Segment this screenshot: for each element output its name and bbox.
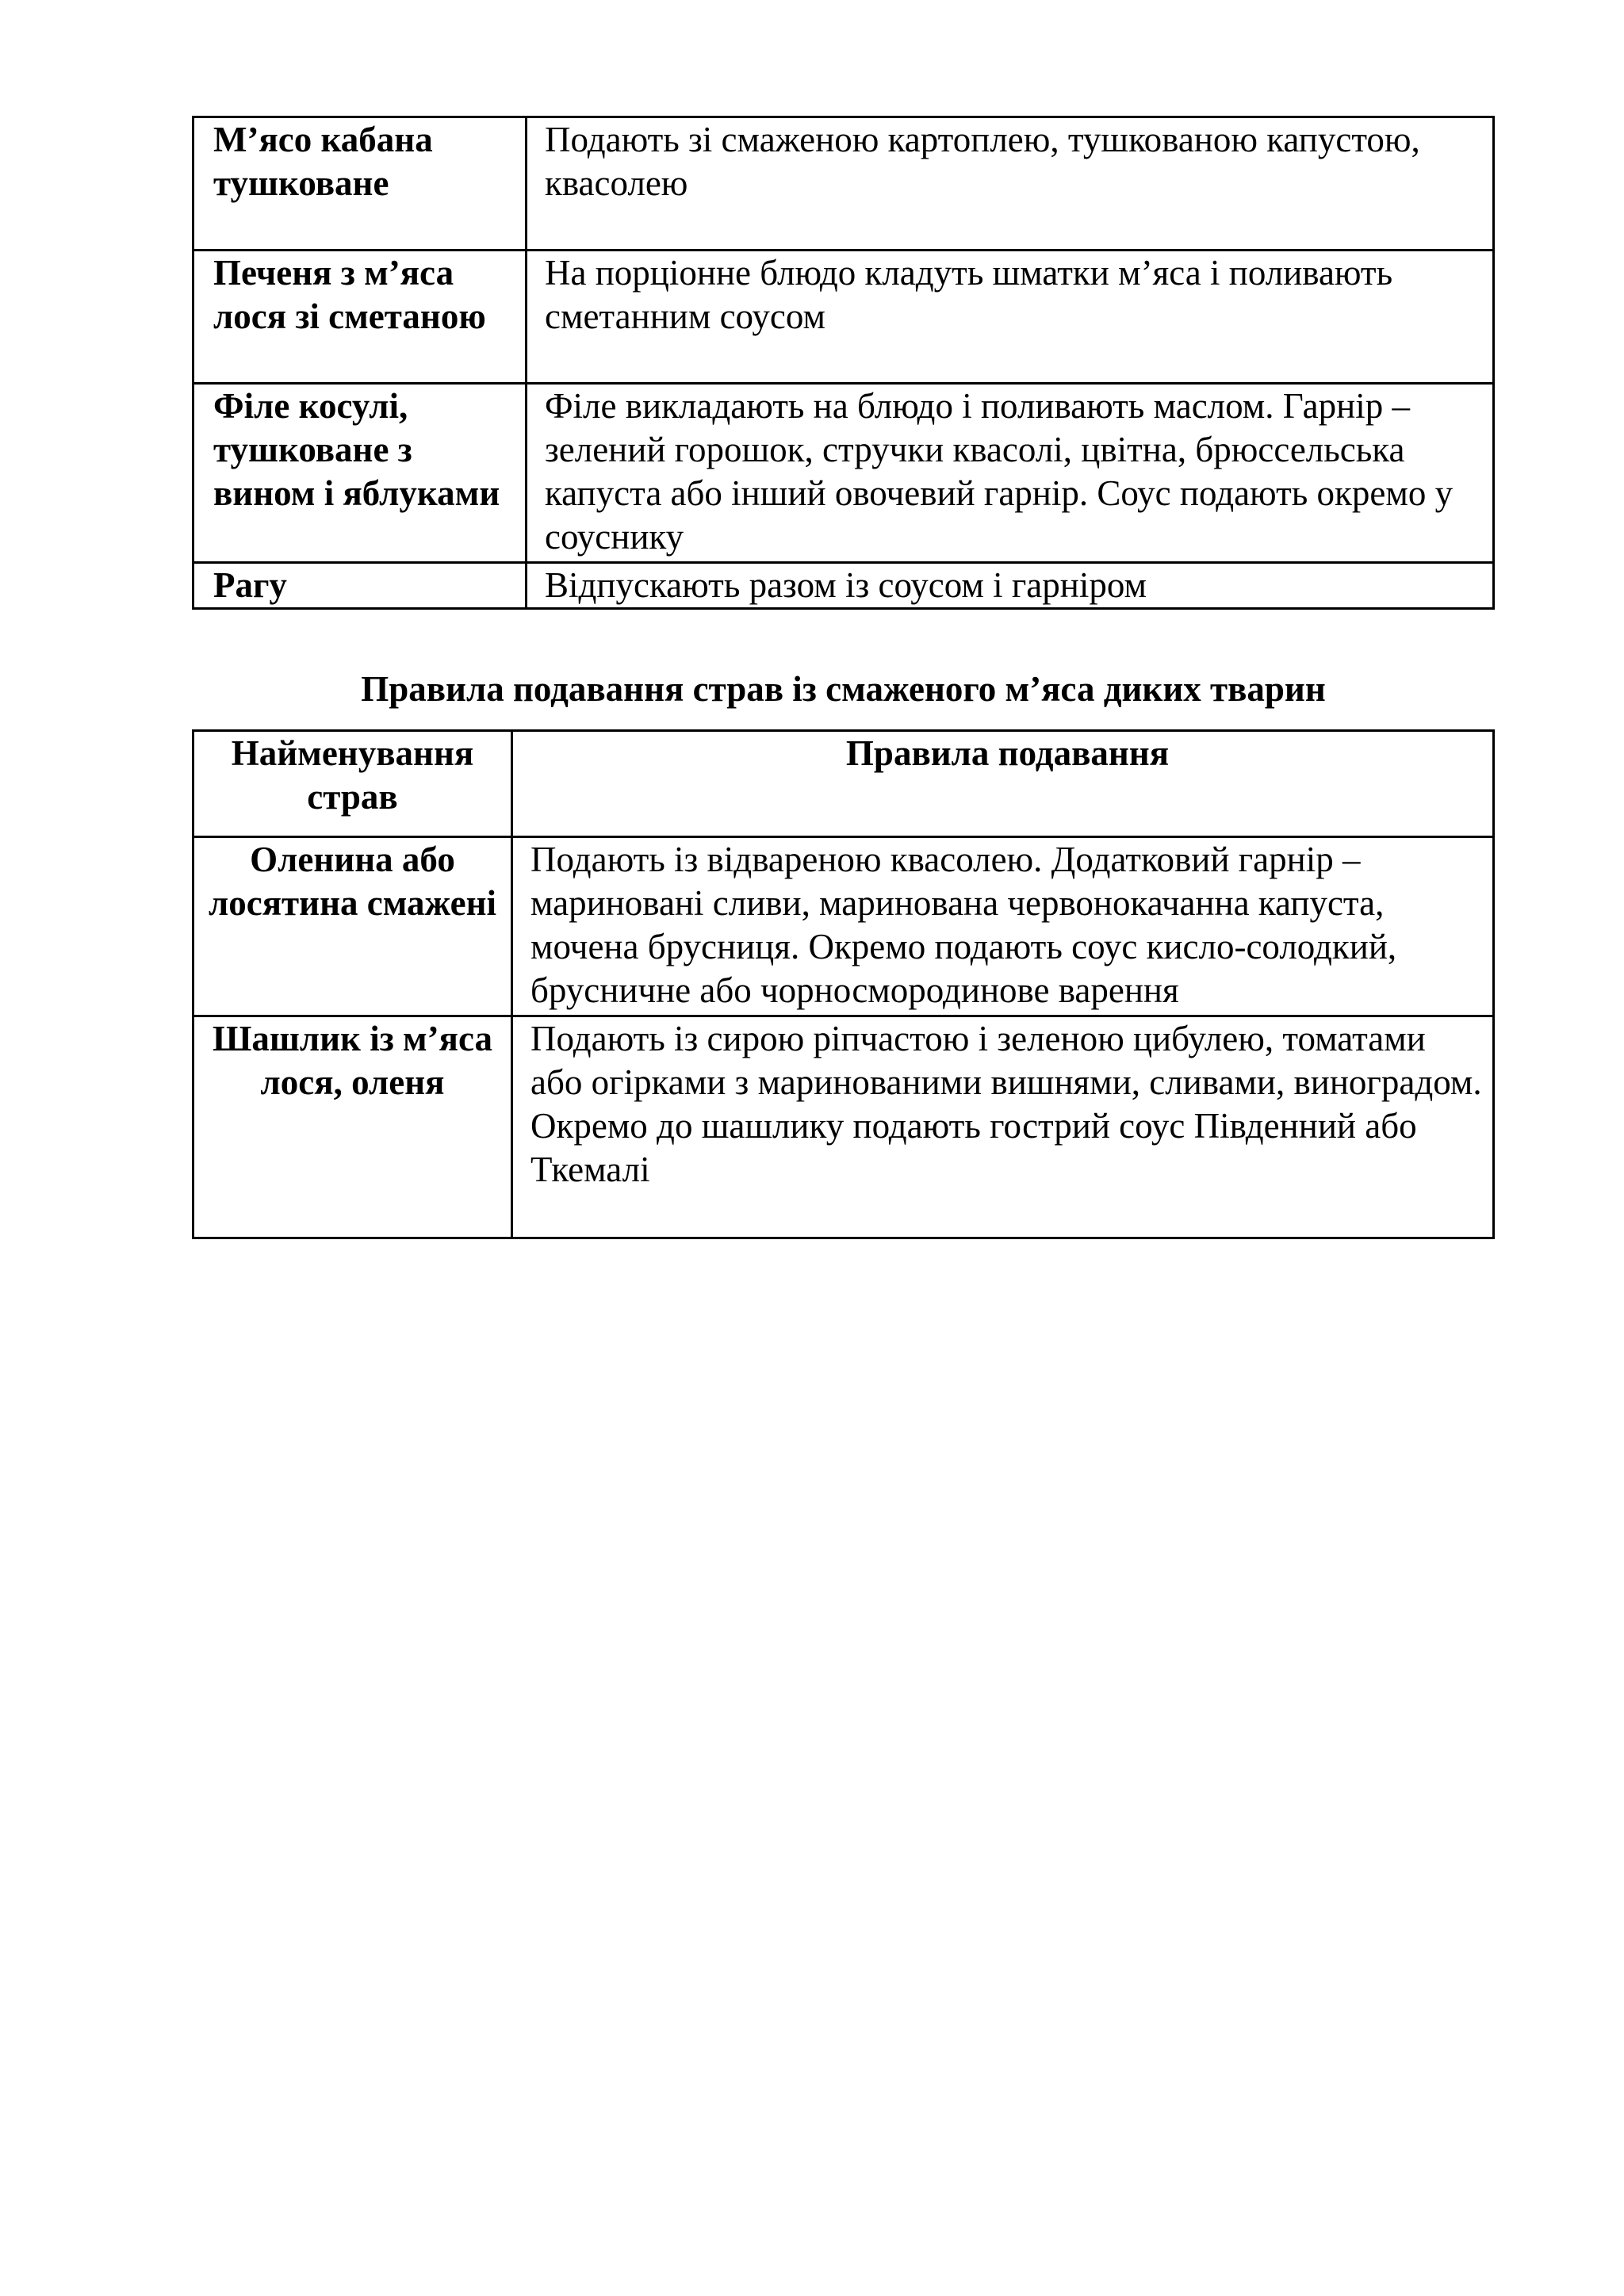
- dish-name-cell: [193, 1016, 512, 1238]
- table-row: [193, 563, 1494, 609]
- serving-table-stewed: [192, 116, 1495, 610]
- dish-name: Філе косулі, тушковане з вином і яблуками: [213, 386, 500, 513]
- dish-name: Рагу: [213, 565, 287, 605]
- dish-name: М’ясо кабана тушковане: [213, 120, 433, 203]
- dish-name-cell: [193, 384, 527, 563]
- dish-name-cell: [193, 837, 512, 1016]
- serving-rule-cell: [527, 251, 1494, 384]
- table-row: [193, 384, 1494, 563]
- column-header-rule: Правила подавання: [845, 733, 1170, 773]
- dish-name-cell: [193, 117, 527, 251]
- dish-name: Оленина або лосятина смажені: [208, 840, 497, 923]
- serving-rule: Подають зі смаженою картоплею, тушкованою капустою, квасолею: [545, 120, 1420, 203]
- serving-rule: На порціонне блюдо кладуть шматки м’яса і поливають сметанним соусом: [545, 253, 1393, 336]
- serving-rule-cell: [512, 837, 1494, 1016]
- dish-name: Печеня з м’яса лося зі сметаною: [213, 253, 486, 336]
- table-row: [193, 117, 1494, 251]
- header-rule-cell: [512, 731, 1494, 837]
- serving-rule: Подають із відвареною квасолею. Додатковий гарнір – мариновані сливи, маринована червонокачанна капуста, мочена брусниця. Окремо подають соус кисло-солодкий, брусничне або чорносмородинове варення: [530, 840, 1397, 1010]
- table-header-row: [193, 731, 1494, 837]
- serving-rule: Подають із сирою ріпчастою і зеленою цибулею, томатами або огірками з маринованими вишнями, сливами, виноградом. Окремо до шашлику подають гострий соус Південний або Ткемалі: [530, 1019, 1482, 1189]
- serving-rule: Філе викладають на блюдо і поливають маслом. Гарнір – зелений горошок, стручки квасолі, цвітна, брюссельська капуста або інший овочевий гарнір. Соус подають окремо у соуснику: [545, 386, 1454, 557]
- column-header-name: Найменування страв: [231, 733, 474, 817]
- dish-name-cell: [193, 563, 527, 609]
- serving-rule-cell: [527, 384, 1494, 563]
- dish-name: Шашлик із м’яса лося, оленя: [212, 1019, 493, 1102]
- table-title: Правила подавання страв із смаженого м’яса диких тварин: [361, 669, 1326, 709]
- serving-rule: Відпускають разом із соусом і гарніром: [545, 565, 1147, 605]
- table-row: [193, 251, 1494, 384]
- table-row: [193, 1016, 1494, 1238]
- serving-rule-cell: [527, 117, 1494, 251]
- table-row: [193, 837, 1494, 1016]
- serving-rule-cell: [512, 1016, 1494, 1238]
- serving-rule-cell: [527, 563, 1494, 609]
- header-name-cell: [193, 731, 512, 837]
- dish-name-cell: [193, 251, 527, 384]
- serving-table-fried: [192, 729, 1495, 1239]
